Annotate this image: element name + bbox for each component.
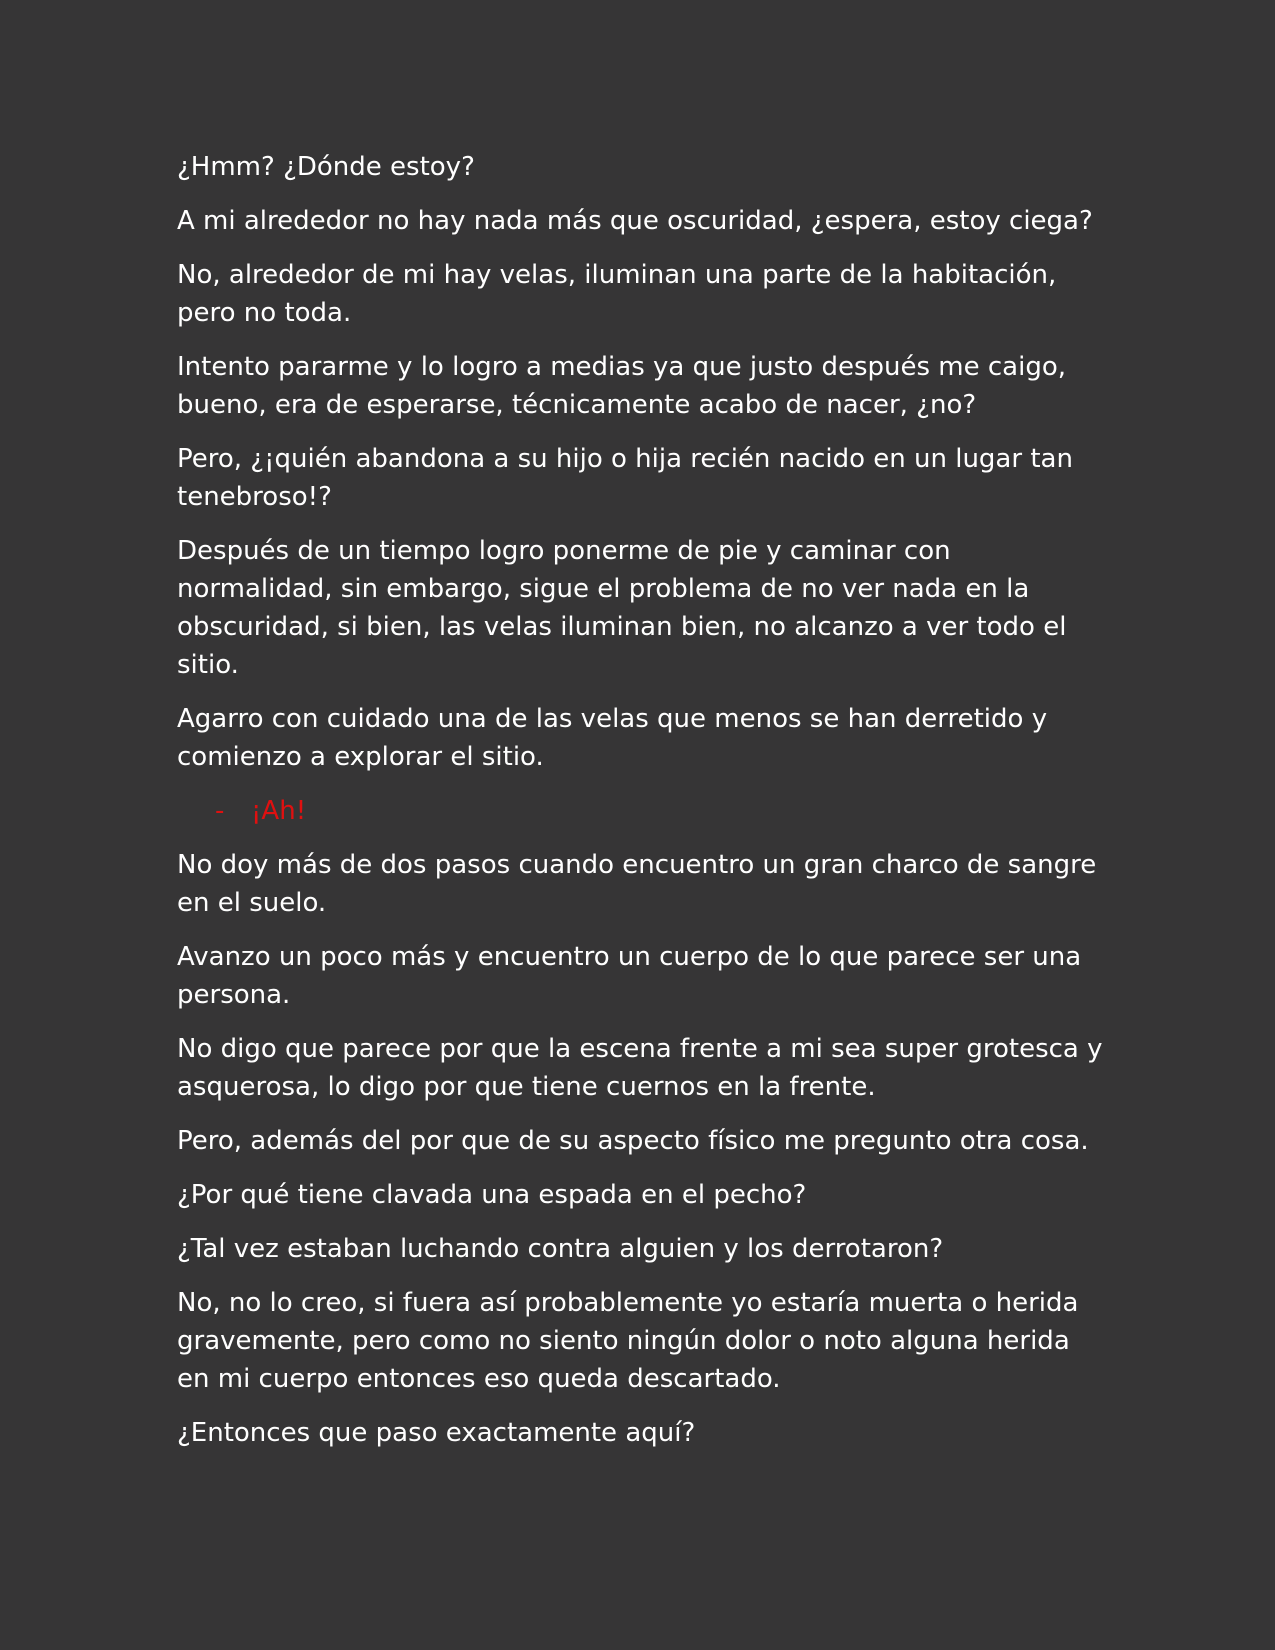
paragraph: Avanzo un poco más y encuentro un cuerpo de lo que parece ser una persona. (177, 942, 1082, 1010)
dialogue-line (177, 792, 1107, 830)
paragraph: No, alrededor de mi hay velas, iluminan una parte de la habitación, pero no toda. (177, 260, 1057, 328)
paragraph: ¿Entonces que paso exactamente aquí? (177, 1418, 696, 1448)
paragraph: Pero, además del por que de su aspecto físico me pregunto otra cosa. (177, 1126, 1089, 1156)
paragraph: ¿Por qué tiene clavada una espada en el pecho? (177, 1180, 807, 1210)
paragraph: No digo que parece por que la escena frente a mi sea super grotesca y asquerosa, lo digo por que tiene cuernos en la frente. (177, 1034, 1103, 1102)
dialogue-dash: - (215, 796, 225, 826)
paragraph: A mi alrededor no hay nada más que oscuridad, ¿espera, estoy ciega? (177, 206, 1093, 236)
paragraph: No doy más de dos pasos cuando encuentro un gran charco de sangre en el suelo. (177, 850, 1097, 918)
document-body (177, 148, 1107, 1468)
paragraph: Después de un tiempo logro ponerme de pie y caminar con normalidad, sin embargo, sigue el problema de no ver nada en la obscuridad, si bien, las velas iluminan bien, no alcanzo a ver todo el sitio. (177, 536, 1067, 680)
paragraph: Intento pararme y lo logro a medias ya que justo después me caigo, bueno, era de esperarse, técnicamente acabo de nacer, ¿no? (177, 352, 1067, 420)
paragraph: Agarro con cuidado una de las velas que menos se han derretido y comienzo a explorar el sitio. (177, 704, 1048, 772)
paragraph: Pero, ¿¡quién abandona a su hijo o hija recién nacido en un lugar tan tenebroso!? (177, 444, 1073, 512)
dialogue-text: ¡Ah! (251, 796, 307, 826)
paragraph: No, no lo creo, si fuera así probablemente yo estaría muerta o herida gravemente, pero como no siento ningún dolor o noto alguna herida en mi cuerpo entonces eso queda descartado. (177, 1288, 1079, 1394)
paragraph: ¿Tal vez estaban luchando contra alguien y los derrotaron? (177, 1234, 944, 1264)
paragraph: ¿Hmm? ¿Dónde estoy? (177, 152, 475, 182)
